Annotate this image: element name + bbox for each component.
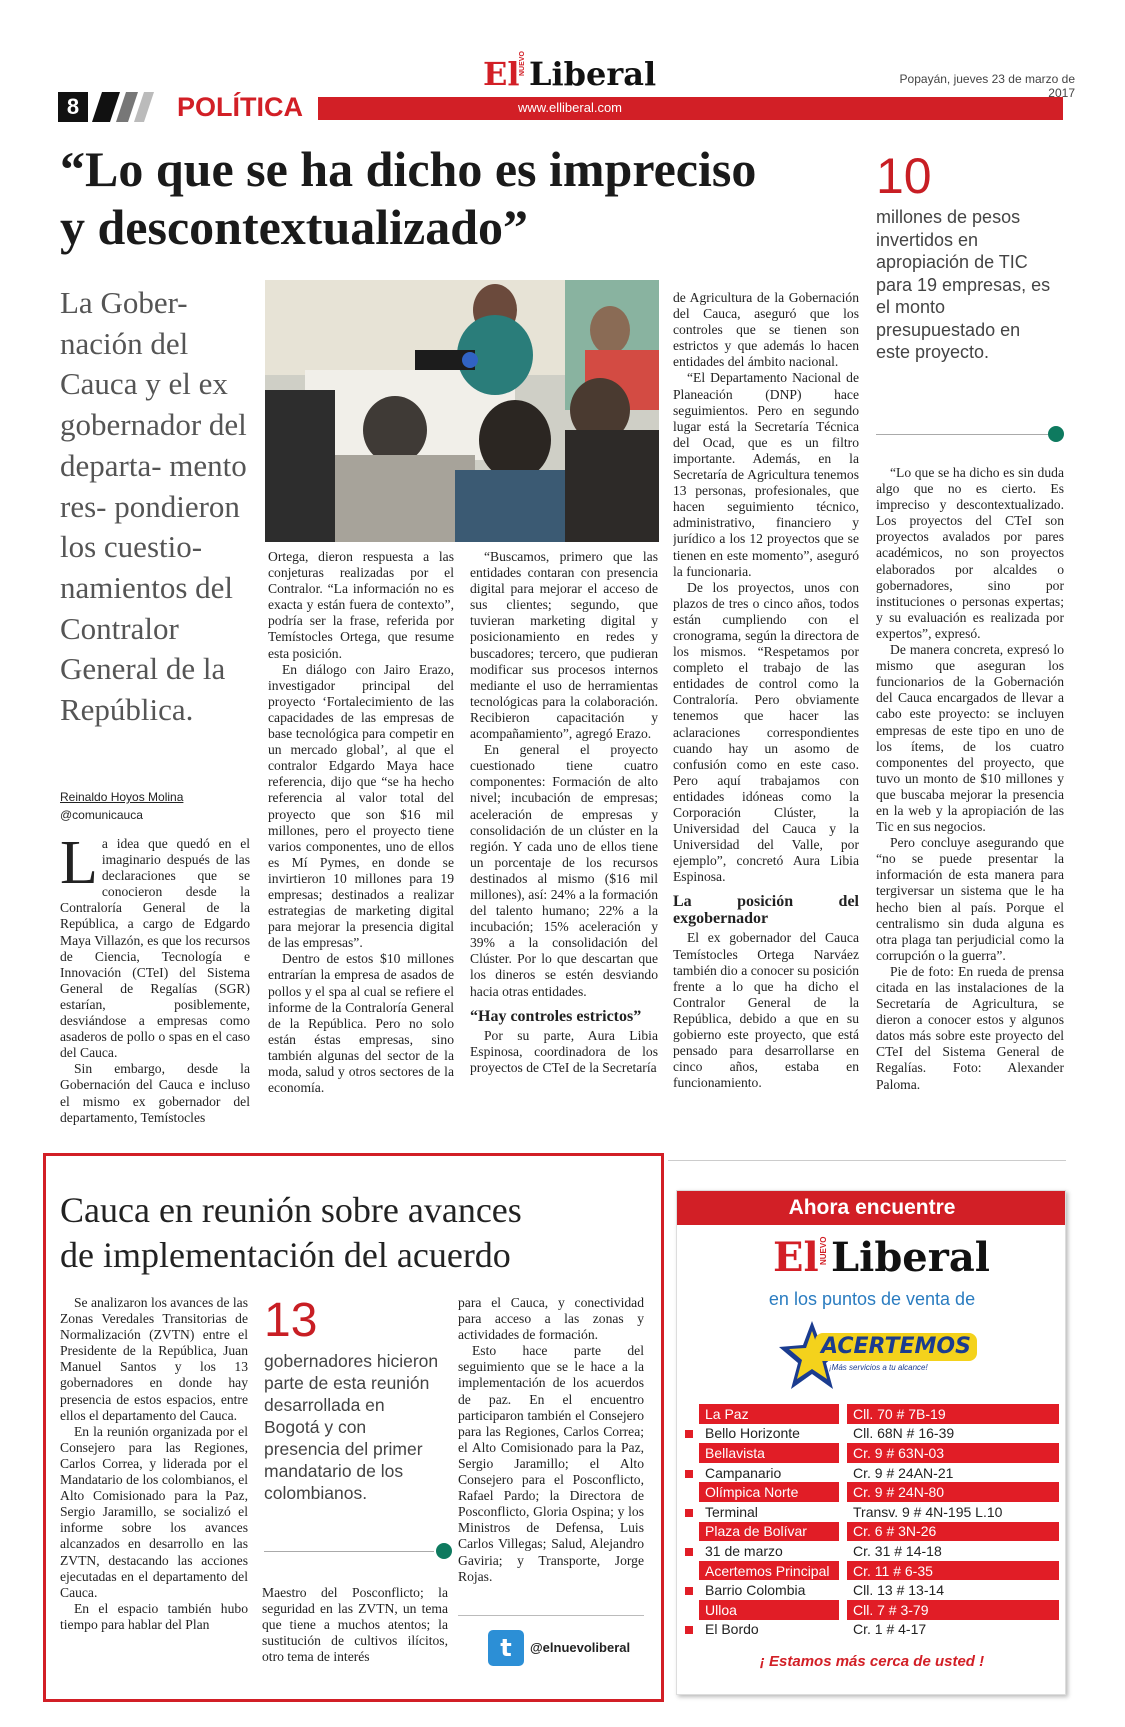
locations-table-wrap bbox=[685, 1404, 1059, 1639]
bullet-icon bbox=[685, 1463, 699, 1483]
location-address: Cll. 70 # 7B-19 bbox=[847, 1404, 1059, 1424]
acertemos-logo bbox=[777, 1319, 977, 1391]
gap bbox=[839, 1541, 847, 1561]
paragraph: “El Departamento Nacional de Planeación (DNP) hace seguimientos. Pero en segundo lugar está la Secretaría Técnica del Ocad, que es un filtro importante. Además, en la Secretaría de Agricultura tenemos 13 personas, profesionales, que hacen seguimiento técnico, administrativo, financiero y jurídico a los 12 proyectos que se tienen en este momento”, aseguró la funcionaria. bbox=[673, 370, 859, 579]
location-address: Cr. 9 # 24N-80 bbox=[847, 1482, 1059, 1502]
bullet-icon bbox=[685, 1502, 699, 1522]
location-row bbox=[685, 1541, 1059, 1561]
article1-column-2 bbox=[268, 549, 454, 1127]
paragraph: Se analizaron los avances de las Zonas Veredales Transitorias de Normalización (ZVTN) entre el Presidente de la República, Juan Manuel Santos y los 13 gobernadores en donde hay presencia de estos espacios, entre ellos el departamento del Cauca. bbox=[60, 1295, 248, 1423]
stat-callout-2 bbox=[264, 1296, 454, 1576]
section-label: POLÍTICA bbox=[177, 92, 303, 122]
stat-text: gobernadores hicieron parte de esta reunión desarrollada en Bogotá y con presencia del primer mandatario de los colombianos. bbox=[264, 1351, 439, 1503]
location-row bbox=[685, 1463, 1059, 1483]
masthead-logo[interactable] bbox=[483, 51, 657, 94]
paragraph: El ex gobernador del Cauca Temístocles Ortega Narváez también dio a conocer su posición frente a lo que ha dicho el Contralor General de la República, debido a que en su gobierno este proyecto, que está pensado para desarrollarse en cinco años, estaba en funcionamiento. bbox=[673, 930, 859, 1091]
website-link[interactable]: www.elliberal.com bbox=[517, 100, 623, 115]
gap bbox=[839, 1561, 847, 1581]
page-number: 8 bbox=[58, 92, 88, 122]
logo-nuevo: NUEVO bbox=[519, 51, 526, 76]
teal-dot-icon bbox=[1048, 426, 1064, 442]
bullet-icon bbox=[685, 1424, 699, 1444]
gap bbox=[839, 1580, 847, 1600]
location-address: Cr. 11 # 6-35 bbox=[847, 1561, 1059, 1581]
stat-number: 10 bbox=[876, 148, 932, 204]
paragraph: Por su parte, Aura Libia Espinosa, coordinadora de los proyectos de CTeI de la Secretaría bbox=[470, 1027, 658, 1075]
article1-column-5 bbox=[876, 465, 1064, 1127]
bullet-icon bbox=[685, 1620, 699, 1640]
article1-column-3 bbox=[470, 549, 658, 1127]
location-address: Cll. 7 # 3-79 bbox=[847, 1600, 1059, 1620]
bullet-icon bbox=[685, 1482, 699, 1502]
gap bbox=[839, 1404, 847, 1424]
paragraph: Sin embargo, desde la Gobernación del Cauca e incluso el mismo ex gobernador del departamento, Temístocles bbox=[60, 1061, 250, 1125]
twitter-link[interactable] bbox=[488, 1630, 648, 1668]
location-name: 31 de marzo bbox=[705, 1542, 783, 1559]
location-address: Cr. 31 # 14-18 bbox=[853, 1542, 942, 1559]
section-divider bbox=[668, 1160, 1066, 1161]
location-row bbox=[685, 1522, 1059, 1542]
logo-el: El bbox=[483, 55, 520, 93]
paragraph: “Buscamos, primero que las entidades contaran con presencia digital para mejorar el acceso de sus clientes; segundo, que tuvieran marketing digital y posicionamiento en redes y buscadores; tercero, que pudieran modificar sus procesos internos mediante el uso de herramientas tecnológicas para la colaboración. Recibieron capacitación y acompañamiento”, agregó Erazo. bbox=[470, 549, 658, 742]
location-name: Campanario bbox=[705, 1464, 782, 1481]
twitter-rule bbox=[458, 1615, 644, 1616]
gap bbox=[839, 1424, 847, 1444]
stat-rule bbox=[264, 1551, 434, 1552]
paragraph: En diálogo con Jairo Erazo, investigador principal del proyecto ‘Fortalecimiento de las capacidades de las empresas de base tecnológica para competir en un mercado global’, al que el contralor Edgardo Maya hace referencia, dijo que “se ha hecho referencia al valor total del proyecto que son $16 mil millones, pero el proyecto tiene varios componentes, uno de ellos es Mí Pymes, en donde se invirtieron 10 millones para 19 empresas; destinados a realizar estrategias de marketing digital para mejorar la presencia digital de las empresas”. bbox=[268, 661, 454, 951]
paragraph: Dentro de estos $10 millones entrarían la empresa de asados de pollos y el spa al cual se refiere el informe de la Contraloría General de la República. Pero no solo están éstas empresas, sino también algunas del sector de la moda, salud y otros sectores de la economía. bbox=[268, 951, 454, 1096]
gap bbox=[839, 1502, 847, 1522]
ad-footer: ¡ Estamos más cerca de usted ! bbox=[759, 1653, 985, 1670]
bullet-icon bbox=[685, 1404, 699, 1424]
location-name: Plaza de Bolívar bbox=[699, 1522, 839, 1542]
stat-rule bbox=[876, 434, 1048, 435]
headline-line-1: Cauca en reunión sobre avances bbox=[60, 1190, 522, 1230]
paragraph: para el Cauca, y conectividad para acceso a las zonas y actividades de formación. bbox=[458, 1295, 644, 1343]
bullet-icon bbox=[685, 1561, 699, 1581]
location-name: El Bordo bbox=[705, 1621, 759, 1638]
paragraph: En general el proyecto cuestionado tiene cuatro componentes: Formación de alto nivel; incubación de empresas; aceleración de empresas y consolidación de un clúster en la región. Y cada uno de ellos tiene un porcentaje de los recursos destinados al mismo ($16 mil millones), así: 24% a la formación del talento humano; 22% a la incubación; 15% aceleración y 39% a la consolidación del Clúster. Por lo que descartan que los dineros se estén desviando hacia otras entidades. bbox=[470, 742, 658, 999]
dateline: Popayán, jueves 23 de marzo de 2017 bbox=[899, 72, 1075, 100]
location-address: Cr. 6 # 3N-26 bbox=[847, 1522, 1059, 1542]
paragraph: Maestro del Posconflicto; la seguridad en las ZVTN, un tema que tiene a muchos atentos; la sustitución de cultivos ilícitos, otro tema de interés bbox=[262, 1585, 448, 1665]
subheading: “Hay controles estrictos” bbox=[470, 1007, 642, 1025]
gap bbox=[839, 1482, 847, 1502]
location-row bbox=[685, 1443, 1059, 1463]
twitter-icon: t bbox=[488, 1630, 524, 1666]
paragraph: de Agricultura de la Gobernación del Cauca, aseguró que los controles que se tienen son estrictos y que además lo hacen entidades del ámbito nacional. bbox=[673, 290, 859, 370]
paragraph: a idea que quedó en el imaginario después de las declaraciones que se conocieron desde la Contraloría General de la República, a cargo de Edgardo Maya Villazón, es que los recursos de Ciencia, Tecnología e Innovación (CTeI) del Sistema General de Regalías (SGR) estarían, posiblemente, desviándose a empresas como asaderos de pollo o spas en el caso del Cauca. bbox=[60, 836, 250, 1061]
location-name: Olímpica Norte bbox=[699, 1482, 839, 1502]
bullet-icon bbox=[685, 1580, 699, 1600]
ad-header: Ahora encuentre bbox=[677, 1191, 1066, 1225]
article-main-headline bbox=[60, 140, 860, 256]
paragraph: “Lo que se ha dicho es sin duda algo que no es cierto. Es impreciso y descontextualizado. Los proyectos del CTeI son proyectos avalados por pares académicos, no son proyectos elaborados por alcaldes o gobernadores, sino por instituciones o personas expertas; y su evaluación es realizada por expertos”, expresó. bbox=[876, 465, 1064, 641]
gap bbox=[839, 1443, 847, 1463]
bullet-icon bbox=[685, 1443, 699, 1463]
press-conference-photo bbox=[265, 280, 659, 542]
location-row bbox=[685, 1580, 1059, 1600]
gap bbox=[839, 1600, 847, 1620]
location-name: La Paz bbox=[699, 1404, 839, 1424]
gap bbox=[839, 1620, 847, 1640]
section-stripes bbox=[90, 92, 170, 122]
locations-table bbox=[685, 1404, 1059, 1639]
ad-subheader: en los puntos de venta de bbox=[768, 1289, 976, 1309]
drop-cap: L bbox=[60, 836, 98, 897]
location-name: Acertemos Principal bbox=[699, 1561, 839, 1581]
article-deck: La Gober- nación del Cauca y el ex gobernador del departa- mento res- pondieron los cuestio- namientos del Contralor General de la República. bbox=[60, 285, 247, 728]
paragraph: Esto hace parte del seguimiento que se le hace a la implementación de los acuerdos de paz. En el encuentro participaron también el Consejero para las Regiones, Carlos Correa; el Alto Comisionado para la Paz, Sergio Jaramillo; el Alto Consejero para el Posconflicto, Rafael Pardo; la Directora de Posconflicto, Gloria Ospina; y los Ministros de Defensa, Luis Carlos Villegas; Salud, Alejandro Gaviria; y Transporte, Jorge Rojas. bbox=[458, 1343, 644, 1584]
location-row bbox=[685, 1600, 1059, 1620]
author-handle: @comunicauca bbox=[60, 808, 143, 822]
stat-number: 13 bbox=[264, 1294, 318, 1347]
location-name: Bellavista bbox=[699, 1443, 839, 1463]
location-address: Cll. 13 # 13-14 bbox=[853, 1582, 945, 1599]
paragraph: En la reunión organizada por el Consejero para las Regiones, Carlos Correa, y liderada por el Mandatario de los colombianos, el Alto Comisionado para la Paz, Sergio Jaramillo, se socializó el informe sobre los avances alcanzados en desarrollo en las ZVTN, destacando las acciones ejecutadas en el departamento del Cauca. bbox=[60, 1423, 248, 1600]
gap bbox=[839, 1463, 847, 1483]
logo-liberal: Liberal bbox=[831, 1234, 990, 1281]
location-row bbox=[685, 1502, 1059, 1522]
paragraph: Ortega, dieron respuesta a las conjeturas realizadas por el Contralor. “La información no es exacta y están fuera de contexto”, podría ser la frase, referida por Temístocles Ortega, que resume esta posición. bbox=[268, 549, 454, 661]
location-name: Barrio Colombia bbox=[705, 1582, 806, 1599]
article2-column-3 bbox=[458, 1295, 644, 1610]
photo-illustration bbox=[265, 280, 659, 542]
bullet-icon bbox=[685, 1600, 699, 1620]
paragraph: De los proyectos, unos con plazos de tres o cinco años, todos están cumpliendo con el cronograma, según la directora de los mismos. “Respetamos por completo el trabajo de las entidades de control como la Contraloría. Pero obviamente tenemos que hacer las aclaraciones correspondientes cuando hay un asomo de confusión como en este caso. Pero aquí trabajamos con entidades idóneas como la Corporación Clúster, la Universidad del Cauca y la Universidad del Valle, por ejemplo”, concretó Aura Libia Espinosa. bbox=[673, 579, 859, 885]
gap bbox=[839, 1522, 847, 1542]
stat-text: millones de pesos invertidos en apropiación de TIC para 19 empresas, es el monto presupuestado en este proyecto. bbox=[876, 207, 1051, 362]
location-row bbox=[685, 1482, 1059, 1502]
location-row bbox=[685, 1424, 1059, 1444]
paragraph: En el espacio también hubo tiempo para hablar del Plan bbox=[60, 1600, 248, 1632]
headline-line-1: “Lo que se ha dicho es impreciso bbox=[60, 141, 757, 197]
location-row bbox=[685, 1404, 1059, 1424]
author-name: Reinaldo Hoyos Molina bbox=[60, 790, 184, 804]
paragraph: Pie de foto: En rueda de prensa citada en las instalaciones de la Secretaría de Agricultura, se dieron a conocer estos y algunos datos más sobre este proyecto del CTeI del Sistema General de Regalías. Foto: Alexander Paloma. bbox=[876, 963, 1064, 1092]
article2-column-2 bbox=[262, 1585, 448, 1690]
acertemos-brand: ACERTEMOS bbox=[815, 1333, 977, 1361]
location-name: Ulloa bbox=[699, 1600, 839, 1620]
location-name: Bello Horizonte bbox=[705, 1425, 800, 1442]
logo-el: El bbox=[773, 1234, 819, 1281]
location-address: Cr. 1 # 4-17 bbox=[853, 1621, 927, 1638]
logo-liberal: Liberal bbox=[529, 55, 657, 93]
paragraph: Pero concluye asegurando que “no se puede presentar la información de esta manera para tergiversar un sistema que le ha hecho bien al país. Porque el centralismo sin duda alguna es otra plaga tan perjudicial como la corrupción o la guerra”. bbox=[876, 835, 1064, 963]
paragraph: De manera concreta, expresó lo mismo que aseguran los funcionarios de la Gobernación del Cauca encargados de llevar a cabo este proyecto: se incluyen empresas de este tipo en uno de los ítems, de los cuatro componentes del proyecto, que tuvo un monto de $10 millones y que buscaba mejorar la presencia en la web y la apropiación de las Tic en sus negocios. bbox=[876, 642, 1064, 835]
location-name: Terminal bbox=[705, 1503, 758, 1520]
article2-column-1 bbox=[60, 1295, 248, 1690]
teal-dot-icon bbox=[436, 1543, 452, 1559]
location-address: Cr. 9 # 24AN-21 bbox=[853, 1464, 954, 1481]
twitter-handle: @elnuevoliberal bbox=[530, 1640, 631, 1655]
logo-nuevo: NUEVO bbox=[819, 1236, 828, 1265]
article1-column-4 bbox=[673, 290, 859, 1127]
location-address: Cll. 68N # 16-39 bbox=[853, 1425, 955, 1442]
location-row bbox=[685, 1561, 1059, 1581]
vendor-ad[interactable] bbox=[676, 1190, 1066, 1695]
masthead bbox=[0, 0, 1125, 130]
location-address: Cr. 9 # 63N-03 bbox=[847, 1443, 1059, 1463]
location-address: Transv. 9 # 4N-195 L.10 bbox=[853, 1503, 1003, 1520]
headline-line-2: de implementación del acuerdo bbox=[60, 1235, 511, 1275]
subheading: La posición del exgobernador bbox=[673, 893, 859, 928]
stat-callout bbox=[876, 150, 1066, 440]
location-row bbox=[685, 1620, 1059, 1640]
section-rule bbox=[318, 97, 1063, 120]
article2-headline bbox=[60, 1188, 650, 1278]
headline-line-2: y descontextualizado” bbox=[60, 199, 529, 255]
acertemos-tagline: ¡Más servicios a tu alcance! bbox=[829, 1363, 928, 1372]
article1-column-1 bbox=[60, 836, 250, 1126]
bullet-icon bbox=[685, 1522, 699, 1542]
bullet-icon bbox=[685, 1541, 699, 1561]
ad-logo bbox=[773, 1234, 990, 1283]
